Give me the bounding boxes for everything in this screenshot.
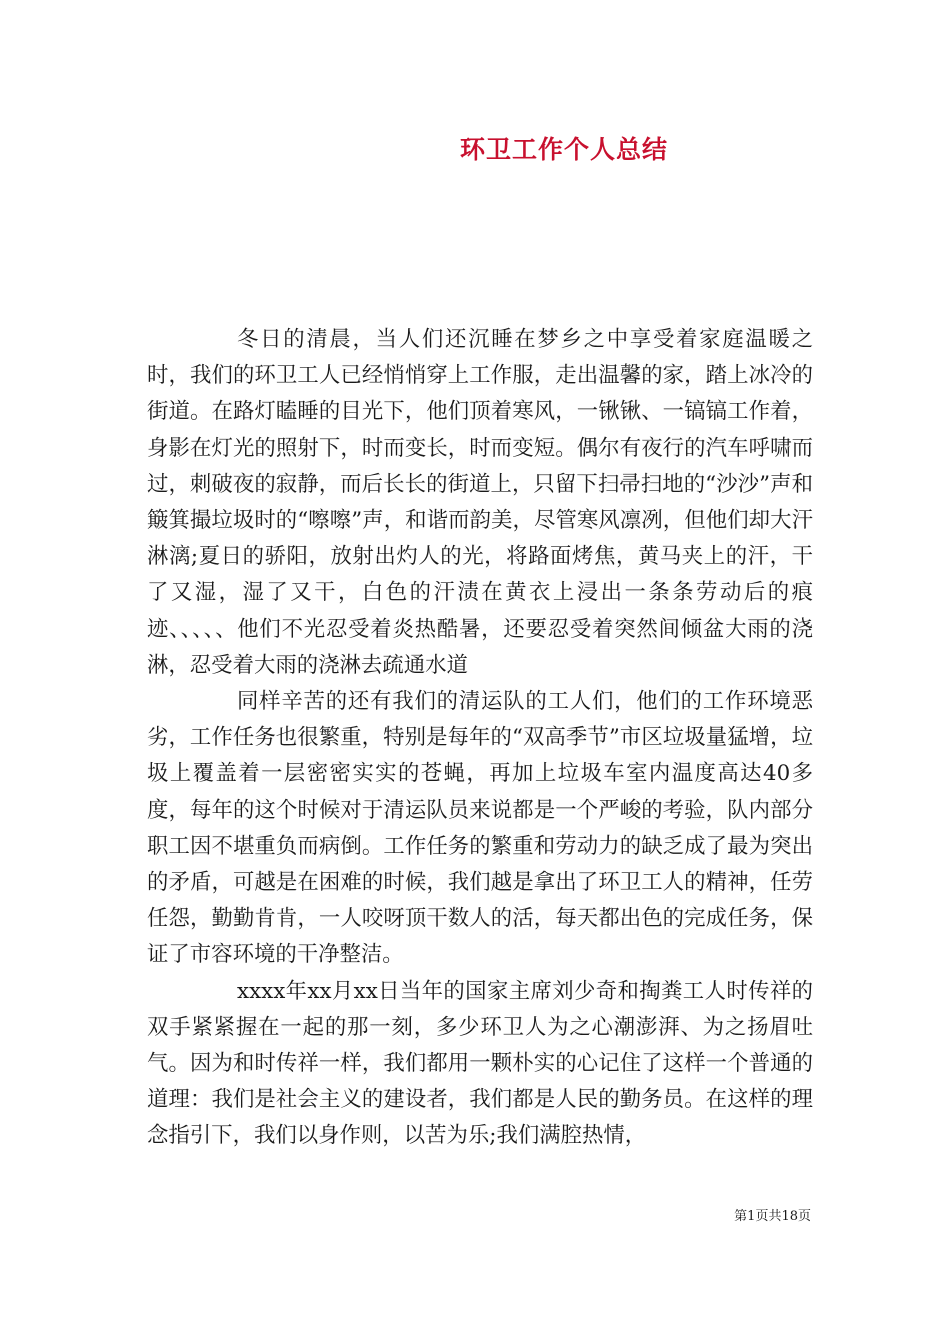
paragraph-3: xxxx年xx月xx日当年的国家主席刘少奇和掏粪工人时传祥的双手紧紧握在一起的那一刻，多少环卫人为之心潮澎湃、为之扬眉吐气。因为和时传祥一样，我们都用一颗朴实的心记住了这样一个普通的道理：我们是社会主义的建设者，我们都是人民的勤务员。在这样的理念指引下，我们以身作则，以苦为乐;我们满腔热情， <box>147 978 813 1149</box>
paragraph-1: 冬日的清晨，当人们还沉睡在梦乡之中享受着家庭温暖之时，我们的环卫工人已经悄悄穿上工作服，走出温馨的家，踏上冰冷的街道。在路灯瞌睡的目光下，他们顶着寒风，一锹锹、一镐镐工作着，身影在灯光的照射下，时而变长，时而变短。偶尔有夜行的汽车呼啸而过，刺破夜的寂静，而后长长的街道上，只留下扫帚扫地的“沙沙”声和簸箕撮垃圾时的“嚓嚓”声，和谐而韵美，尽管寒风凛冽，但他们却大汗淋漓;夏日的骄阳，放射出灼人的光，将路面烤焦，黄马夹上的汗，干了又湿，湿了又干，白色的汗渍在黄衣上浸出一条条劳动后的痕迹、、、、、他们不光忍受着炎热酷暑，还要忍受着突然间倾盆大雨的浇淋，忍受着大雨的浇淋去疏通水道 <box>147 327 813 678</box>
page-number-footer: 第1页共18页 <box>734 1209 811 1224</box>
document-body <box>147 322 813 1155</box>
paragraph-2: 同样辛苦的还有我们的清运队的工人们，他们的工作环境恶劣，工作任务也很繁重，特别是每年的“双高季节”市区垃圾量猛增，垃圾上覆盖着一层密密实实的苍蝇，再加上垃圾车室内温度高达40多度，每年的这个时候对于清运队员来说都是一个严峻的考验，队内部分职工因不堪重负而病倒。工作任务的繁重和劳动力的缺乏成了最为突出的矛盾，可越是在困难的时候，我们越是拿出了环卫工人的精神，任劳任怨，勤勤肯肯，一人咬呀顶干数人的活，每天都出色的完成任务，保证了市容环境的干净整洁。 <box>147 689 813 968</box>
document-title: 环卫工作个人总结 <box>459 135 668 164</box>
